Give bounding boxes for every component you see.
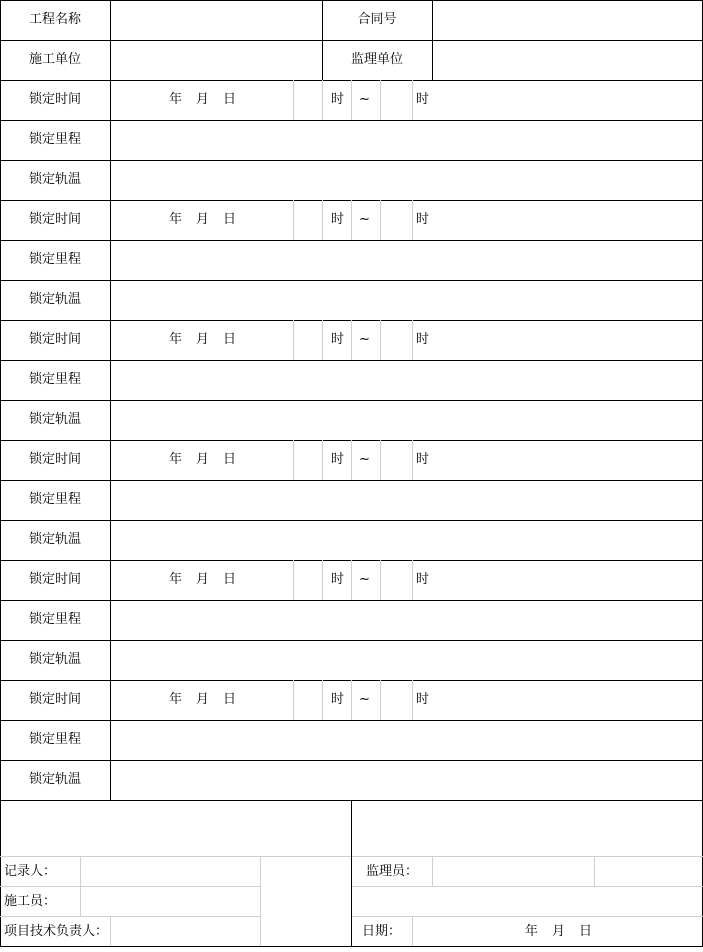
lock-rail-temp-field[interactable] [115, 160, 695, 200]
lock-mileage-label: 锁定里程 [28, 492, 81, 507]
vertical-rule [412, 560, 413, 600]
lock-time-label: 锁定时间 [28, 212, 81, 227]
vertical-rule [322, 80, 323, 120]
year-unit: 年 [169, 212, 183, 227]
vertical-rule [412, 200, 413, 240]
month-unit: 月 [196, 692, 210, 707]
vertical-rule [260, 856, 261, 946]
vertical-rule [293, 80, 294, 120]
hour-end-unit: 时 [416, 692, 430, 707]
horizontal-rule [352, 886, 703, 887]
vertical-rule [432, 856, 433, 886]
lock-rail-temp-label: 锁定轨温 [28, 772, 81, 787]
vertical-rule [380, 560, 381, 600]
lock-mileage-label: 锁定里程 [28, 132, 81, 147]
month-unit: 月 [196, 92, 210, 107]
lock-rail-temp-field[interactable] [115, 640, 695, 680]
supervisor-label: 监理员： [366, 864, 419, 879]
lock-mileage-label: 锁定里程 [28, 372, 81, 387]
tilde-separator: ~ [359, 452, 370, 467]
vertical-rule [380, 320, 381, 360]
tilde-separator: ~ [359, 332, 370, 347]
hour-start-unit: 时 [331, 452, 345, 467]
supervisor-field[interactable] [433, 857, 593, 886]
lock-time-label: 锁定时间 [28, 332, 81, 347]
tech-lead-field[interactable] [111, 917, 259, 946]
contract-no-label: 合同号 [357, 12, 397, 27]
vertical-rule [380, 200, 381, 240]
contractor-field[interactable] [111, 40, 321, 80]
horizontal-rule [0, 400, 703, 401]
lock-mileage-field[interactable] [115, 480, 695, 520]
vertical-rule [412, 440, 413, 480]
vertical-rule [380, 440, 381, 480]
lock-rail-temp-field[interactable] [115, 280, 695, 320]
tilde-separator: ~ [359, 692, 370, 707]
hour-end-unit: 时 [416, 452, 430, 467]
tilde-separator: ~ [359, 212, 370, 227]
vertical-rule [80, 856, 81, 916]
year-unit: 年 [169, 452, 183, 467]
vertical-rule [432, 0, 433, 80]
lock-rail-temp-field[interactable] [115, 400, 695, 440]
tilde-separator: ~ [359, 572, 370, 587]
horizontal-rule [0, 360, 703, 361]
vertical-rule [322, 0, 323, 80]
hour-start-unit: 时 [331, 572, 345, 587]
lock-mileage-field[interactable] [115, 600, 695, 640]
hour-end-unit: 时 [416, 212, 430, 227]
vertical-rule [0, 0, 1, 947]
lock-mileage-label: 锁定里程 [28, 612, 81, 627]
tilde-separator: ~ [359, 92, 370, 107]
supervisor-unit-label: 监理单位 [350, 52, 403, 67]
recorder-field[interactable] [81, 857, 259, 886]
horizontal-rule [0, 886, 260, 887]
hour-end-unit: 时 [416, 92, 430, 107]
hour-start-unit: 时 [331, 332, 345, 347]
vertical-rule [594, 856, 595, 886]
vertical-rule [380, 680, 381, 720]
lock-time-label: 锁定时间 [28, 452, 81, 467]
lock-mileage-field[interactable] [115, 360, 695, 400]
vertical-rule [293, 440, 294, 480]
contract-no-field[interactable] [433, 0, 701, 40]
horizontal-rule [0, 720, 703, 721]
lock-mileage-field[interactable] [115, 240, 695, 280]
lock-mileage-field[interactable] [115, 720, 695, 760]
recorder-label: 记录人： [4, 864, 57, 879]
date-day: 日 [579, 924, 593, 939]
vertical-rule [380, 80, 381, 120]
month-unit: 月 [196, 332, 210, 347]
hour-start-unit: 时 [331, 692, 345, 707]
month-unit: 月 [196, 452, 210, 467]
horizontal-rule [0, 760, 703, 761]
year-unit: 年 [169, 572, 183, 587]
contractor-label: 施工单位 [28, 52, 81, 67]
vertical-rule [351, 560, 352, 600]
vertical-rule [322, 440, 323, 480]
horizontal-rule [0, 160, 703, 161]
horizontal-rule [0, 640, 703, 641]
lock-rail-temp-label: 锁定轨温 [28, 412, 81, 427]
horizontal-rule [0, 240, 703, 241]
year-unit: 年 [169, 92, 183, 107]
horizontal-rule [0, 0, 703, 1]
date-year: 年 [525, 924, 539, 939]
vertical-rule [351, 200, 352, 240]
vertical-rule [412, 916, 413, 946]
day-unit: 日 [223, 332, 237, 347]
lock-rail-temp-label: 锁定轨温 [28, 652, 81, 667]
horizontal-rule [0, 280, 703, 281]
horizontal-rule [0, 600, 703, 601]
horizontal-rule [0, 40, 703, 41]
vertical-rule [322, 200, 323, 240]
day-unit: 日 [223, 452, 237, 467]
lock-time-label: 锁定时间 [28, 572, 81, 587]
vertical-rule [351, 680, 352, 720]
lock-time-label: 锁定时间 [28, 692, 81, 707]
worker-label: 施工员： [4, 894, 57, 909]
vertical-rule [322, 560, 323, 600]
lock-rail-temp-label: 锁定轨温 [28, 532, 81, 547]
vertical-rule [412, 680, 413, 720]
vertical-rule [293, 320, 294, 360]
date-month: 月 [552, 924, 566, 939]
day-unit: 日 [223, 212, 237, 227]
vertical-rule [351, 320, 352, 360]
lock-rail-temp-label: 锁定轨温 [28, 292, 81, 307]
tech-lead-label: 项目技术负责人： [4, 924, 109, 939]
horizontal-rule [0, 520, 703, 521]
hour-start-unit: 时 [331, 212, 345, 227]
project-name-label: 工程名称 [28, 12, 81, 27]
day-unit: 日 [223, 572, 237, 587]
vertical-rule [293, 200, 294, 240]
year-unit: 年 [169, 692, 183, 707]
vertical-rule [110, 0, 111, 800]
hour-start-unit: 时 [331, 92, 345, 107]
horizontal-rule [0, 916, 260, 917]
supervisor-unit-field[interactable] [433, 40, 701, 80]
horizontal-rule [352, 916, 703, 917]
vertical-rule [293, 680, 294, 720]
lock-time-label: 锁定时间 [28, 92, 81, 107]
project-name-field[interactable] [111, 0, 321, 40]
horizontal-rule [0, 120, 703, 121]
date-label: 日期： [362, 924, 402, 939]
hour-end-unit: 时 [416, 332, 430, 347]
lock-rail-temp-label: 锁定轨温 [28, 172, 81, 187]
horizontal-rule [0, 480, 703, 481]
month-unit: 月 [196, 572, 210, 587]
lock-rail-temp-field[interactable] [115, 520, 695, 560]
vertical-rule [351, 440, 352, 480]
year-unit: 年 [169, 332, 183, 347]
lock-mileage-label: 锁定里程 [28, 732, 81, 747]
vertical-rule [293, 560, 294, 600]
lock-rail-temp-field[interactable] [115, 760, 695, 800]
lock-mileage-field[interactable] [115, 120, 695, 160]
hour-end-unit: 时 [416, 572, 430, 587]
lock-mileage-label: 锁定里程 [28, 252, 81, 267]
vertical-rule [351, 80, 352, 120]
vertical-rule [351, 800, 352, 947]
vertical-rule [412, 80, 413, 120]
day-unit: 日 [223, 692, 237, 707]
vertical-rule [412, 320, 413, 360]
vertical-rule [322, 320, 323, 360]
vertical-rule [322, 680, 323, 720]
day-unit: 日 [223, 92, 237, 107]
month-unit: 月 [196, 212, 210, 227]
vertical-rule [110, 916, 111, 946]
